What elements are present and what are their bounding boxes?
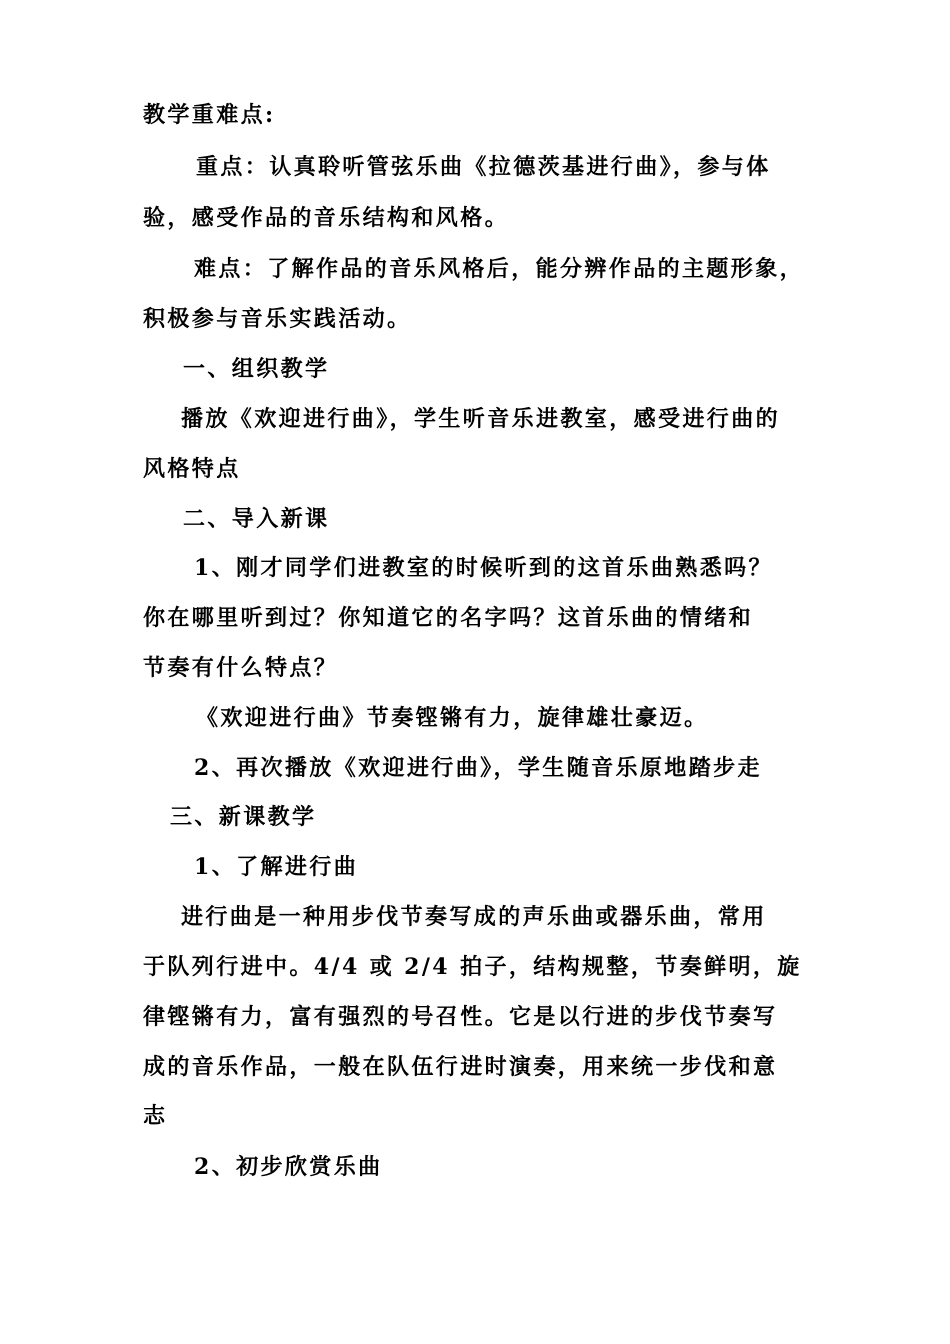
section-3-paragraph-line-5: 志 [143,1103,168,1129]
section-1-line-1: 播放《欢迎进行曲》，学生听音乐进教室，感受进行曲的 [181,406,781,432]
section-3-title: 三、新课教学 [170,804,317,830]
section-2-question-line-1: 1、刚才同学们进教室的时候听到的这首乐曲熟悉吗？ [194,555,773,581]
section-3-paragraph-line-1: 进行曲是一种用步伐节奏写成的声乐曲或器乐曲，常用 [181,904,767,930]
section-1-line-2: 风格特点 [143,456,241,482]
heading-teaching-focus: 教学重难点: [143,102,276,128]
section-3-paragraph-line-2: 于队列行进中。4/4 或 2/4 拍子，结构规整，节奏鲜明，旋 [143,954,802,980]
section-3-paragraph-line-4: 成的音乐作品，一般在队伍行进时演奏，用来统一步伐和意 [143,1054,778,1080]
section-3-subheading-1: 1、了解进行曲 [194,854,359,880]
section-2-question-line-3: 节奏有什么特点？ [143,655,339,681]
section-1-title: 一、组织教学 [183,356,330,382]
section-3-subheading-2: 2、初步欣赏乐曲 [194,1154,383,1180]
difficult-point-line-1: 难点：了解作品的音乐风格后，能分辨作品的主题形象， [194,256,805,282]
key-point-line-1: 重点：认真聆听管弦乐曲《拉德茨基进行曲》，参与体 [196,154,771,180]
section-2-step-2: 2、再次播放《欢迎进行曲》，学生随音乐原地踏步走 [194,755,762,781]
section-2-title: 二、导入新课 [183,506,330,532]
section-2-question-line-2: 你在哪里听到过？你知道它的名字吗？这首乐曲的情绪和 [143,605,754,631]
key-point-line-2: 验，感受作品的音乐结构和风格。 [143,205,510,231]
difficult-point-line-2: 积极参与音乐实践活动。 [143,306,412,332]
section-3-paragraph-line-3: 律铿锵有力，富有强烈的号召性。它是以行进的步伐节奏写 [143,1004,778,1030]
section-2-answer: 《欢迎进行曲》节奏铿锵有力，旋律雄壮豪迈。 [196,705,709,731]
